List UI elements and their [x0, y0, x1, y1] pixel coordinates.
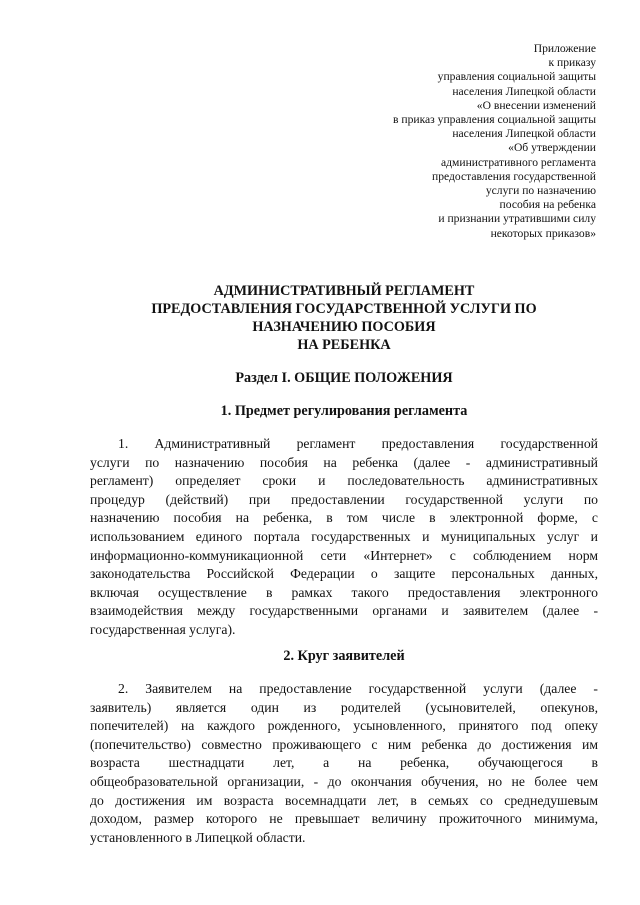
paragraph-line: информационно-коммуникационной сети «Интернет» с соблюдением норм — [90, 547, 598, 563]
paragraph-line: назначению пособия на ребенка, в том числе в электронной форме, с — [90, 510, 598, 526]
paragraph-line: 2. Заявителем на предоставление государственной услуги (далее - — [118, 681, 598, 696]
title-line: АДМИНИСТРАТИВНЫЙ РЕГЛАМЕНТ — [213, 283, 475, 299]
annex-line: Приложение — [533, 42, 596, 55]
paragraph-line: установленного в Липецкой области. — [90, 829, 306, 845]
title-line: НАЗНАЧЕНИЮ ПОСОБИЯ — [252, 319, 436, 335]
annex-line: населения Липецкой области — [452, 127, 596, 141]
paragraph-1 — [90, 435, 598, 640]
paragraph-line: возраста шестнадцати лет, а на ребенка, обучающегося в — [90, 755, 598, 771]
annex-block — [296, 42, 596, 241]
annex-line: некоторых приказов» — [490, 226, 596, 240]
annex-line: пособия на ребенка — [499, 198, 596, 212]
paragraph-line: 1. Административный регламент предоставления государственной — [118, 436, 598, 451]
title-line: НА РЕБЕНКА — [297, 337, 391, 353]
paragraph-line: доходом, размер которого не превышает величину прожиточного минимума, — [90, 811, 598, 827]
paragraph-line: попечителей) на каждого рожденного, усыновленного, принятого под опеку — [90, 718, 598, 734]
paragraph-line: регламент) определяет сроки и последовательность административных — [90, 473, 598, 489]
paragraph-line: включая осуществление в рамках такого предоставления электронного — [90, 584, 598, 600]
subsection-1-heading: 1. Предмет регулирования регламента — [220, 403, 468, 419]
annex-line: предоставления государственной — [432, 169, 596, 183]
paragraph-line: услуги по назначению пособия на ребенка (далее - административный — [90, 454, 598, 470]
annex-line: «Об утверждении — [508, 141, 596, 155]
annex-line: в приказ управления социальной защиты — [393, 113, 596, 127]
annex-line: и признании утратившими силу — [438, 212, 596, 226]
paragraph-line: использованием единого портала государственных и муниципальных услуг и — [90, 528, 598, 544]
paragraph-line: государственная услуга). — [90, 621, 236, 637]
annex-line: управления социальной защиты — [437, 70, 596, 84]
annex-line: услуги по назначению — [485, 184, 596, 198]
paragraph-line: общеобразовательной организации, - до окончания обучения, но не более чем — [90, 773, 598, 789]
paragraph-2 — [90, 680, 598, 847]
annex-line: к приказу — [548, 56, 596, 70]
section-heading: Раздел I. ОБЩИЕ ПОЛОЖЕНИЯ — [235, 370, 453, 386]
paragraph-line: процедур (действий) при предоставлении государственной услуги по — [90, 491, 598, 507]
paragraph-line: законодательства Российской Федерации о защите персональных данных, — [90, 566, 598, 582]
paragraph-line: взаимодействия между государственными органами и заявителем (далее - — [90, 603, 598, 619]
paragraph-line: заявитель) является один из родителей (усыновителей, опекунов, — [90, 699, 598, 715]
annex-line: административного регламента — [441, 155, 596, 169]
annex-line: населения Липецкой области — [452, 84, 596, 98]
subsection-2-heading: 2. Круг заявителей — [283, 648, 405, 664]
paragraph-line: до достижения им возраста восемнадцати лет, в семьях со среднедушевым — [90, 792, 598, 808]
document-title — [90, 282, 598, 354]
annex-line: «О внесении изменений — [476, 98, 596, 112]
paragraph-line: (попечительство) совместно проживающего с ним ребенка до достижения им — [90, 736, 598, 752]
title-line: ПРЕДОСТАВЛЕНИЯ ГОСУДАРСТВЕННОЙ УСЛУГИ ПО — [151, 301, 537, 317]
